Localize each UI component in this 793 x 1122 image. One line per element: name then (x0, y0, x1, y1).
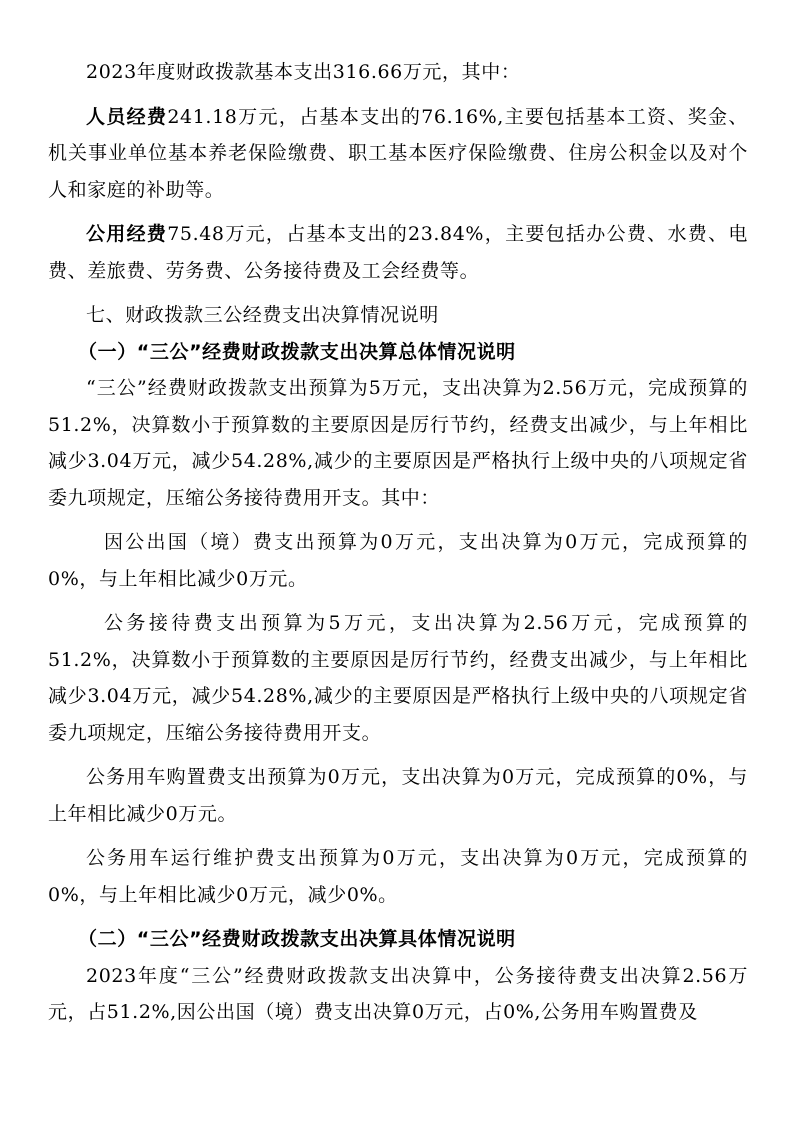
paragraph-official-reception (48, 605, 748, 751)
subsection-heading-2 (48, 921, 748, 958)
paragraph-text: 公务接待费支出预算为5万元，支出决算为2.56万元，完成预算的51.2%，决算数小于预算数的主要原因是厉行节约，经费支出减少，与上年相比减少3.04万元，减少54.28%,减少的主要原因是严格执行上级中央的八项规定省委九项规定，压缩公务接待费用开支。 (48, 612, 748, 744)
paragraph-text: 75.48万元，占基本支出的23.84%，主要包括办公费、水费、电费、差旅费、劳务费、公务接待费及工会经费等。 (48, 223, 748, 282)
section-heading-text: 七、财政拨款三公经费支出决算情况说明 (86, 304, 439, 326)
paragraph-text: 241.18万元，占基本支出的76.16%,主要包括基本工资、奖金、机关事业单位基本养老保险缴费、职工基本医疗保险缴费、住房公积金以及对个人和家庭的补助等。 (48, 105, 748, 201)
paragraph-overseas-travel (48, 524, 748, 597)
subsection-heading-1 (48, 334, 748, 371)
paragraph-text: “三公”经费财政拨款支出预算为5万元，支出决算为2.56万元，完成预算的51.2%，决算数小于预算数的主要原因是厉行节约，经费支出减少，与上年相比减少3.04万元，减少54.28%,减少的主要原因是严格执行上级中央的八项规定省委九项规定，压缩公务接待费用开支。其中： (48, 377, 748, 509)
paragraph-vehicle-purchase (48, 759, 748, 832)
paragraph-text: 公务用车购置费支出预算为0万元，支出决算为0万元，完成预算的0%，与上年相比减少0万元。 (48, 766, 748, 825)
paragraph-text: 因公出国（境）费支出预算为0万元，支出决算为0万元，完成预算的0%，与上年相比减少0万元。 (48, 531, 748, 590)
paragraph-text: 2023年度“三公”经费财政拨款支出决算中，公务接待费支出决算2.56万元，占51.2%,因公出国（境）费支出决算0万元，占0%,公务用车购置费及 (48, 964, 748, 1023)
subsection-heading-text: （二）“三公”经费财政拨款支出决算具体情况说明 (78, 928, 516, 950)
subsection-heading-text: （一）“三公”经费财政拨款支出决算总体情况说明 (78, 340, 516, 363)
paragraph-three-public-details (48, 958, 748, 1031)
paragraph-text: 2023年度财政拨款基本支出316.66万元，其中： (86, 61, 521, 83)
section-heading-7 (48, 297, 748, 334)
paragraph-public-expenses (48, 216, 748, 289)
paragraph-personnel-expenses (48, 99, 748, 209)
personnel-expenses-label: 人员经费 (86, 105, 168, 128)
public-expenses-label: 公用经费 (86, 223, 168, 245)
paragraph-text: 公务用车运行维护费支出预算为0万元，支出决算为0万元，完成预算的0%，与上年相比减少0万元，减少0%。 (48, 847, 748, 906)
document-body (48, 54, 748, 1039)
paragraph-basic-expenditure (48, 54, 748, 91)
paragraph-three-public-overview (48, 370, 748, 516)
paragraph-vehicle-maintenance (48, 840, 748, 913)
